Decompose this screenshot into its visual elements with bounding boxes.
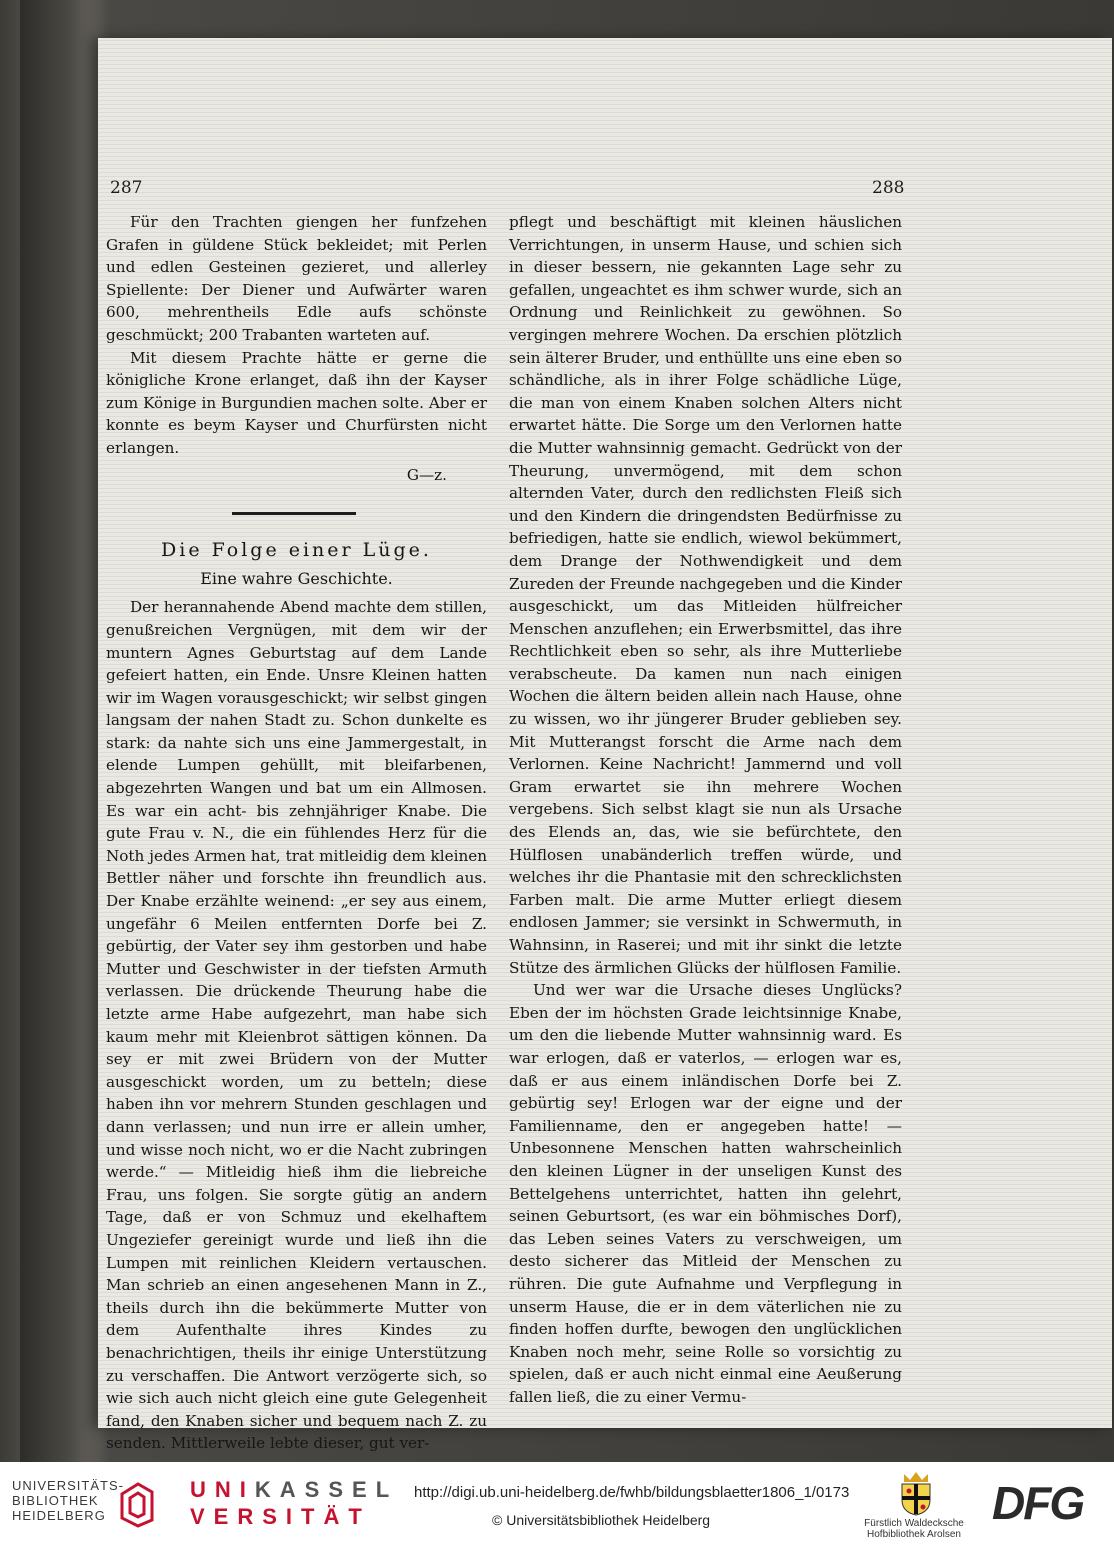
page-number-right: 288: [872, 178, 905, 198]
uni-kassel-logo: UNIKASSEL VERSITÄT: [190, 1477, 399, 1529]
right-paragraph-1: pflegt und beschäftigt mit kleinen häuslichen Verrichtungen, in unserm Hause, und schien sich in dieser bessern, nie gekannten Lage sehr zu gefallen, ungeachtet es ihm schwer wurde, sich an Ordnung und Reinlichkeit zu gewöhnen. So vergingen mehrere Wochen. Da erschien plötzlich sein älterer Bruder, und enthüllte uns eine eben so schändliche, als in ihrer Folge schädliche Lüge, die man von einem Knaben solchen Alters nicht erwartet hätte. Die Sorge um den Verlornen hatte die Mutter wahnsinnig gemacht. Gedrückt von der Theurung, unvermögend, mit dem schon alternden Vater, durch den redlichsten Fleiß sich und den Kindern die dringendsten Bedürfnisse zu befriedigen, hatte sie endlich, wiewol bekümmert, dem Drange der Nothwendigkeit und dem Zureden der Freunde nachgegeben und die Kinder ausgeschickt, um das Mitleiden hülfreicher Menschen anzuflehen; ein Erwerbsmittel, das ihre Rechtlichkeit eben so sehr, als ihre Mutterliebe verabscheute. Da kamen nun nach einigen Wochen die ältern beiden allein nach Hause, ohne zu wissen, wo ihr jüngerer Bruder geblieben sey. Mit Mutterangst forscht die Arme nach dem Verlornen. Keine Nachricht! Jammernd und voll Gram erwartet sie ihn mehrere Wochen vergebens. Sich selbst klagt sie nun als Ursache des Elends an, das, wie sie befürchtete, den Hülflosen unabänderlich treffen würde, und welches ihr die Phantasie mit den schrecklichsten Farben malt. Die arme Mutter erliegt diesem endlosen Jammer; sie versinkt in Schwermuth, in Wahnsinn, in Raserei; und mit ihr sinkt die letzte Stütze des ärmlichen Glücks der hülflosen Familie.: [509, 213, 902, 977]
left-paragraph-2: Mit diesem Prachte hätte er gerne die königliche Krone erlanget, daß ihn der Kayser zum Könige in Burgundien machen solte. Aber er konnte es beym Kayser und Churfürsten nicht erlangen.: [106, 348, 487, 457]
permalink-url[interactable]: http://digi.ub.uni-heidelberg.de/fwhb/bildungsblaetter1806_1/0173: [414, 1484, 850, 1501]
binding-shadow: [20, 0, 100, 1462]
dfg-logo: DFG: [992, 1477, 1084, 1529]
right-paragraph-2: Und wer war die Ursache dieses Unglücks? Eben der im höchsten Grade leichtsinnige Knabe, um den die liebende Mutter wahnsinnig ward. Es war erlogen, daß er vaterlos, — erlogen war es, daß er aus einem inländischen Dorfe bei Z. gebürtig sey! Erlogen war der eigne und der Familienname, den er angegeben hatte! — Unbesonnene Menschen hatten wahrscheinlich den kleinen Lügner in der unseligen Kunst des Bettelgehens unterrichtet, hatten ihn gelehrt, seinen Geburtsort, (es war ein böhmisches Dorf), das Leben seines Vaters zu verschweigen, um desto sicherer das Mitleid der Menschen zu rühren. Die gute Aufnahme und Verpflegung in unserm Hause, die er in dem väterlichen nie zu finden hoffen durfte, bewogen den unglücklichen Knaben noch mehr, seine Rolle so vorsichtig zu spielen, daß er auch nicht einmal eine Aeußerung fallen ließ, die zu einer Vermu-: [509, 981, 902, 1406]
left-paragraph-3: Der herannahende Abend machte dem stillen, genußreichen Vergnügen, mit dem wir der muntern Agnes Geburtstag auf dem Lande gefeiert hatten, ein Ende. Unsre Kleinen hatten wir im Wagen vorausgeschickt; wir selbst gingen langsam der nahen Stadt zu. Schon dunkelte es stark: da nahte sich uns eine Jammergestalt, in elende Lumpen gehüllt, mit bleifarbenen, abgezehrten Wangen und bat um ein Allmosen. Es war ein acht- bis zehnjähriger Knabe. Die gute Frau v. N., die ein fühlendes Herz für die Noth jedes Armen hat, trat mitleidig dem kleinen Bettler näher und forschte ihn freundlich aus. Der Knabe erzählte weinend: „er sey aus einem, ungefähr 6 Meilen entfernten Dorfe bei Z. gebürtig, der Vater sey ihm gestorben und habe Mutter und Geschwister in der tiefsten Armuth verlassen. Die drückende Theurung habe die letzte arme Habe aufgezehrt, man habe sich kaum mehr mit Kleienbrot sättigen können. Da sey er mit zwei Brüdern von der Mutter ausgeschickt worden, um zu betteln; diese haben ihn vor mehrern Stunden geschlagen und dann verlassen; und nun irre er allein umher, und wisse noch nicht, wo er die Nacht zubringen werde.“ — Mitleidig hieß ihm die liebreiche Frau, uns folgen. Sie sorgte gütig an andern Tage, daß er von Schmuz und ekelhaftem Ungeziefer gereinigt wurde und ließ ihn die Lumpen mit reinlichen Kleidern vertauschen. Man schrieb an einen angesehenen Mann in Z., theils durch ihn die bekümmerte Mutter von dem Aufenthalte ihres Kindes zu benachrichtigen, theils ihr einige Unterstützung zu verschaffen. Die Antwort verzögerte sich, so wie sich auch nicht gleich eine gute Gelegenheit fand, den Knaben sicher und bequem nach Z. zu senden. Mittlerweile lebte dieser, gut ver-: [106, 598, 487, 1453]
digitization-footer: [0, 1462, 1114, 1547]
ub-heidelberg-logo-icon: [118, 1480, 156, 1528]
ub-heidelberg-logo-text: UNIVERSITÄTS- BIBLIOTHEK HEIDELBERG: [12, 1478, 124, 1523]
author-signature: G—z.: [406, 465, 447, 484]
article-subtitle: Eine wahre Geschichte.: [200, 568, 393, 588]
article-title: Die Folge einer Lüge.: [161, 539, 432, 562]
copyright-notice: © Universitätsbibliothek Heidelberg: [492, 1512, 711, 1528]
waldeck-crest-icon: [896, 1470, 936, 1516]
left-column: [106, 211, 487, 1455]
right-column: [509, 211, 902, 1408]
left-paragraph-1: Für den Trachten giengen her funfzehen Grafen in güldene Stück bekleidet; mit Perlen und edlen Gesteinen gezieret, und allerley Spiellente: Der Diener und Aufwärter waren 600, mehrentheils Edle aufs schönste geschmückt; 200 Trabanten warteten auf.: [106, 213, 487, 344]
page-number-left: 287: [110, 178, 143, 198]
waldeck-library-name: Fürstlich Waldecksche Hofbibliothek Arolsen: [864, 1518, 964, 1540]
section-divider: [232, 512, 356, 515]
